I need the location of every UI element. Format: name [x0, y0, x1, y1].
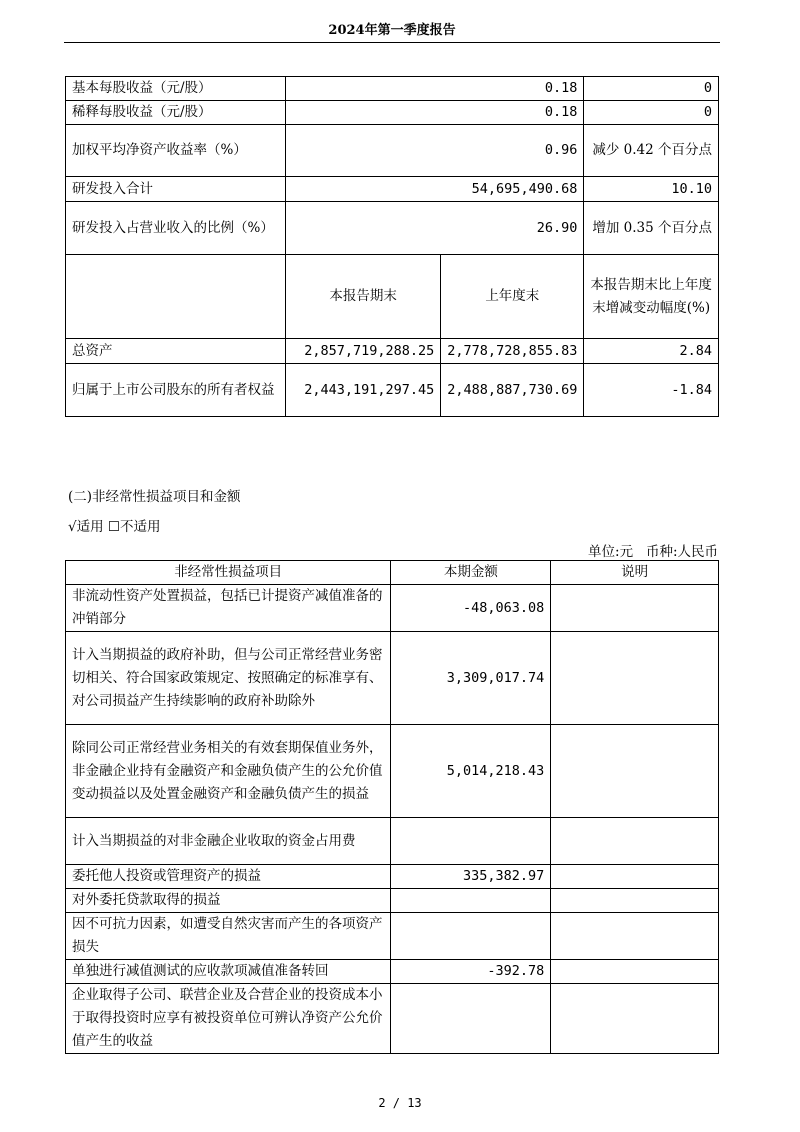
- amount-cell: [391, 889, 551, 913]
- item-cell: 除同公司正常经营业务相关的有效套期保值业务外，非金融企业持有金融资产和金融负债产生的公允价值变动损益以及处置金融资产和金融负债产生的损益: [66, 725, 391, 818]
- non-recurring-items-table: [65, 560, 719, 1054]
- col-header-change-pct: 本报告期末比上年度末增减变动幅度(%): [584, 255, 719, 339]
- table-row: [66, 960, 719, 984]
- item-cell: 计入当期损益的政府补助，但与公司正常经营业务密切相关、符合国家政策规定、按照确定的标准享有、对公司损益产生持续影响的政府补助除外: [66, 632, 391, 725]
- item-cell: 企业取得子公司、联营企业及合营企业的投资成本小于取得投资时应享有被投资单位可辨认净资产公允价值产生的收益: [66, 984, 391, 1054]
- note-cell: [551, 889, 719, 913]
- item-cell: 对外委托贷款取得的损益: [66, 889, 391, 913]
- amount-cell: -392.78: [391, 960, 551, 984]
- table-row: [66, 585, 719, 632]
- unit-currency-note: 单位:元 币种:人民币: [588, 544, 718, 560]
- current-value: 54,695,490.68: [285, 177, 583, 202]
- note-cell: [551, 913, 719, 960]
- note-cell: [551, 632, 719, 725]
- row-label: 稀释每股收益（元/股）: [66, 101, 286, 125]
- amount-cell: [391, 818, 551, 865]
- note-cell: [551, 585, 719, 632]
- item-cell: 因不可抗力因素，如遭受自然灾害而产生的各项资产损失: [66, 913, 391, 960]
- current-value: 0.18: [285, 101, 583, 125]
- change-value: 10.10: [584, 177, 719, 202]
- table-row: [66, 364, 719, 417]
- table-row: [66, 202, 719, 255]
- table-row: [66, 339, 719, 364]
- change-value: -1.84: [584, 364, 719, 417]
- table-row: [66, 865, 719, 889]
- table-header-row: [66, 561, 719, 585]
- period-end-value: 2,857,719,288.25: [285, 339, 440, 364]
- table-row: [66, 818, 719, 865]
- item-cell: 计入当期损益的对非金融企业收取的资金占用费: [66, 818, 391, 865]
- change-value: 0: [584, 77, 719, 101]
- applicability-checkbox-line: √适用 ☐不适用: [68, 519, 161, 535]
- note-cell: [551, 865, 719, 889]
- note-cell: [551, 725, 719, 818]
- row-label: 总资产: [66, 339, 286, 364]
- note-cell: [551, 818, 719, 865]
- table-row: [66, 984, 719, 1054]
- col-header-prior-year-end: 上年度末: [441, 255, 584, 339]
- table-row: [66, 101, 719, 125]
- table-row: [66, 632, 719, 725]
- row-label: 研发投入合计: [66, 177, 286, 202]
- col-header-item: 非经常性损益项目: [66, 561, 391, 585]
- item-cell: 非流动性资产处置损益，包括已计提资产减值准备的冲销部分: [66, 585, 391, 632]
- note-cell: [551, 960, 719, 984]
- table-row: [66, 725, 719, 818]
- col-header-amount: 本期金额: [391, 561, 551, 585]
- current-value: 0.18: [285, 77, 583, 101]
- empty-cell: [66, 255, 286, 339]
- row-label: 研发投入占营业收入的比例（%）: [66, 202, 286, 255]
- table-subheader-row: [66, 255, 719, 339]
- change-value: 增加 0.35 个百分点: [584, 202, 719, 255]
- table-row: [66, 889, 719, 913]
- prior-year-end-value: 2,488,887,730.69: [441, 364, 584, 417]
- row-label: 加权平均净资产收益率（%）: [66, 125, 286, 177]
- current-value: 0.96: [285, 125, 583, 177]
- prior-year-end-value: 2,778,728,855.83: [441, 339, 584, 364]
- table-row: [66, 913, 719, 960]
- change-value: 0: [584, 101, 719, 125]
- amount-cell: -48,063.08: [391, 585, 551, 632]
- item-cell: 单独进行减值测试的应收款项减值准备转回: [66, 960, 391, 984]
- amount-cell: 3,309,017.74: [391, 632, 551, 725]
- row-label: 基本每股收益（元/股）: [66, 77, 286, 101]
- amount-cell: 335,382.97: [391, 865, 551, 889]
- amount-cell: [391, 984, 551, 1054]
- row-label: 归属于上市公司股东的所有者权益: [66, 364, 286, 417]
- table-row: [66, 77, 719, 101]
- col-header-period-end: 本报告期末: [285, 255, 440, 339]
- note-cell: [551, 984, 719, 1054]
- section-title: (二)非经常性损益项目和金额: [68, 489, 241, 505]
- amount-cell: [391, 913, 551, 960]
- report-header: 2024年第一季度报告: [64, 18, 720, 43]
- amount-cell: 5,014,218.43: [391, 725, 551, 818]
- change-value: 减少 0.42 个百分点: [584, 125, 719, 177]
- change-value: 2.84: [584, 339, 719, 364]
- page-number: 2 / 13: [378, 1096, 422, 1110]
- current-value: 26.90: [285, 202, 583, 255]
- financial-indicators-table: [65, 76, 719, 417]
- item-cell: 委托他人投资或管理资产的损益: [66, 865, 391, 889]
- period-end-value: 2,443,191,297.45: [285, 364, 440, 417]
- table-row: [66, 177, 719, 202]
- col-header-note: 说明: [551, 561, 719, 585]
- table-row: [66, 125, 719, 177]
